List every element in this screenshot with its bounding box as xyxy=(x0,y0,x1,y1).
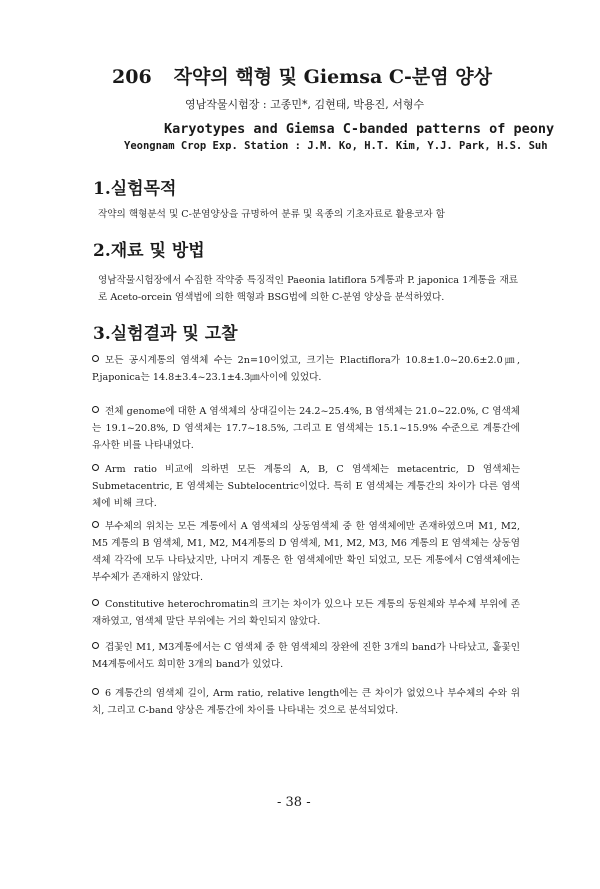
bullet-icon xyxy=(92,599,99,606)
abstract-number: 206 xyxy=(112,66,152,88)
purpose-text: 작약의 핵형분석 및 C-분염양상을 규명하여 분류 및 육종의 기초자료로 활용코자 함 xyxy=(98,209,445,220)
result-bullet: 모든 공시계통의 염색체 수는 2n=10이었고, 크기는 P.lactiflora가 10.8±1.0~20.6±2.0㎛, P.japonica는 14.8±3.4~23.1±4.3㎛사이에 있었다. xyxy=(92,355,520,383)
section-heading-methods: 2.재료 및 방법 xyxy=(93,241,205,261)
bullet-icon xyxy=(92,521,99,528)
bullet-icon xyxy=(92,688,99,695)
result-bullet: Arm ratio 비교에 의하면 모든 계통의 A, B, C 염색체는 metacentric, D 염색체는 Submetacentric, E 염색체는 Subtelocentric이었다. 특히 E 염색체는 계통간의 차이가 다른 염색체에 비해 크다. xyxy=(92,464,520,509)
bullet-icon xyxy=(92,406,99,413)
bullet-icon xyxy=(92,355,99,362)
methods-text: 영남작물시험장에서 수집한 작약중 특징적인 Paeonia latiflora 5계통과 P. japonica 1계통을 재료로 Aceto-orcein 염색법에 의한 핵형과 BSG법에 의한 C-분염 양상을 분석하였다. xyxy=(98,275,518,303)
paper-title xyxy=(112,62,492,89)
english-title: Karyotypes and Giemsa C-banded patterns of peony xyxy=(164,121,555,137)
result-bullet: 부수체의 위치는 모든 계통에서 A 염색체의 상동염색체 중 한 염색체에만 존재하였으며 M1, M2, M5 계통의 B 염색체, M1, M2, M4계통의 D 염색체, M1, M2, M3, M6 계통의 E 염색체는 상동염색체 각각에 모두 나타났지만, 나머지 계통은 한 염색체에만 확인 되었고, 모든 계통에서 C염색체에는 부수체가 존재하지 않았다. xyxy=(92,521,520,583)
result-bullet: 6 계통간의 염색체 길이, Arm ratio, relative length에는 큰 차이가 없었으나 부수체의 수와 위치, 그리고 C-band 양상은 계통간에 차이를 나타내는 것으로 분석되었다. xyxy=(92,688,520,716)
result-bullet: Constitutive heterochromatin의 크기는 차이가 있으나 모든 계통의 동원체와 부수체 부위에 존재하였고, 염색체 말단 부위에는 거의 확인되지 않았다. xyxy=(92,599,520,627)
bullet-icon xyxy=(92,642,99,649)
english-authors: Yeongnam Crop Exp. Station : J.M. Ko, H.T. Kim, Y.J. Park, H.S. Suh xyxy=(124,140,548,152)
bullet-icon xyxy=(92,464,99,471)
page-number: - 38 - xyxy=(277,795,311,810)
result-bullet: 전체 genome에 대한 A 염색체의 상대길이는 24.2~25.4%, B 염색체는 21.0~22.0%, C 염색체는 19.1~20.8%, D 염색체는 17.7~18.5%, 그리고 E 염색체는 15.1~15.9% 수준으로 계통간에 유사한 비를 나타내었다. xyxy=(92,406,520,451)
korean-authors: 영남작물시험장 : 고종민*, 김현태, 박용진, 서형수 xyxy=(185,98,425,111)
result-bullet: 겹꽃인 M1, M3계통에서는 C 염색체 중 한 염색체의 장완에 진한 3개의 band가 나타났고, 홑꽃인 M4계통에서도 희미한 3개의 band가 있었다. xyxy=(92,642,520,670)
section-heading-results: 3.실험결과 및 고찰 xyxy=(93,324,238,344)
korean-title: 작약의 핵형 및 Giemsa C-분염 양상 xyxy=(173,66,492,88)
section-heading-purpose: 1.실험목적 xyxy=(93,179,177,199)
